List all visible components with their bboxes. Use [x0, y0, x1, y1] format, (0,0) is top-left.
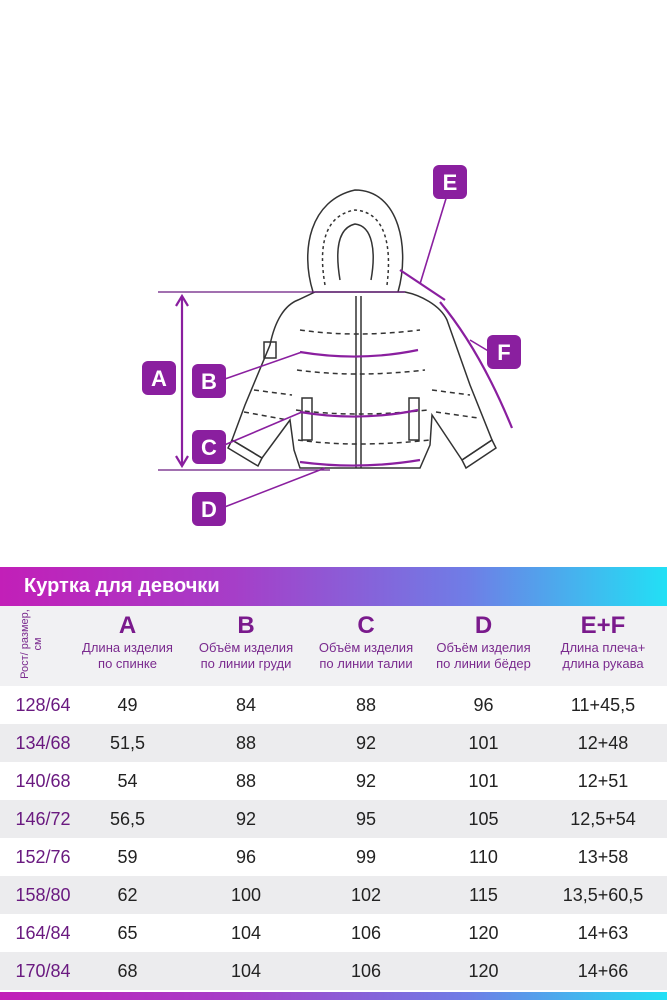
column-letter: B	[237, 612, 255, 639]
value-cell-a: 68	[117, 961, 138, 981]
svg-text:C: C	[201, 435, 217, 460]
column-desc-line: Объём изделия	[318, 640, 414, 655]
value-cell-c: 92	[355, 771, 377, 791]
value-cell-b: 100	[230, 885, 262, 905]
column-letter: A	[118, 612, 137, 639]
label-c	[192, 430, 226, 464]
value-cell-ef: 13+58	[577, 847, 629, 867]
value-cell-c: 88	[355, 695, 377, 715]
column-letter: C	[357, 612, 375, 639]
value-cell-ef: 12,5+54	[570, 809, 636, 829]
value-cell-a: 62	[117, 885, 138, 905]
column-header-a	[70, 606, 185, 672]
table-row	[0, 724, 667, 762]
value-cell-c: 106	[350, 961, 382, 981]
size-cell: 164/84	[15, 923, 71, 943]
value-cell-ef: 14+63	[577, 923, 629, 943]
value-cell-c: 99	[355, 847, 377, 867]
value-cell-a: 49	[117, 695, 138, 715]
svg-text:B: B	[201, 369, 217, 394]
value-cell-c: 102	[350, 885, 382, 905]
size-cell: 140/68	[15, 771, 71, 791]
value-cell-c: 92	[355, 733, 377, 753]
size-cell: 158/80	[15, 885, 71, 905]
size-cell: 146/72	[15, 809, 71, 829]
value-cell-d: 120	[468, 961, 499, 981]
value-cell-d: 96	[473, 695, 494, 715]
value-cell-b: 84	[235, 695, 257, 715]
value-cell-c: 106	[350, 923, 382, 943]
table-row	[0, 686, 667, 724]
value-cell-b: 104	[230, 961, 262, 981]
value-cell-ef: 14+66	[577, 961, 629, 981]
value-cell-a: 51,5	[109, 733, 146, 753]
label-f	[487, 335, 521, 369]
column-header-c	[307, 606, 425, 672]
size-cell: 170/84	[15, 961, 71, 981]
table-title: Куртка для девочки	[24, 575, 220, 597]
column-desc-line: Объём изделия	[436, 640, 531, 655]
column-desc-line: Объём изделия	[198, 640, 294, 655]
value-cell-d: 101	[468, 771, 499, 791]
value-cell-ef: 11+45,5	[570, 695, 636, 715]
column-header-d	[425, 606, 542, 672]
value-cell-b: 104	[230, 923, 262, 943]
column-desc-line: по линии груди	[200, 656, 292, 671]
value-cell-d: 101	[468, 733, 499, 753]
table-row	[0, 876, 667, 914]
value-cell-a: 54	[117, 771, 138, 791]
column-header-b	[185, 606, 307, 672]
label-e	[433, 165, 467, 199]
value-cell-d: 120	[468, 923, 499, 943]
value-cell-ef: 13,5+60,5	[562, 885, 644, 905]
label-a	[142, 361, 176, 395]
value-cell-d: 105	[468, 809, 499, 829]
value-cell-b: 96	[235, 847, 257, 867]
table-title-banner	[0, 567, 667, 606]
table-row	[0, 952, 667, 990]
size-header: Рост/ размер, см	[19, 609, 44, 679]
label-d	[192, 492, 226, 526]
table-row	[0, 800, 667, 838]
column-desc-line: по линии бёдер	[436, 656, 531, 671]
bottom-gradient-bar	[0, 992, 667, 1000]
value-cell-b: 92	[235, 809, 257, 829]
value-cell-d: 115	[469, 885, 498, 905]
table-row	[0, 762, 667, 800]
value-cell-ef: 12+51	[577, 771, 629, 791]
value-cell-ef: 12+48	[577, 733, 629, 753]
label-b	[192, 364, 226, 398]
column-desc-line: по линии талии	[319, 656, 413, 671]
value-cell-a: 56,5	[109, 809, 146, 829]
column-header-ef	[542, 606, 664, 672]
value-cell-b: 88	[235, 733, 257, 753]
size-cell: 128/64	[15, 695, 71, 715]
column-desc-line: Длина изделия	[82, 640, 173, 655]
value-cell-a: 59	[117, 847, 138, 867]
size-cell: 152/76	[15, 847, 71, 867]
size-cell: 134/68	[15, 733, 71, 753]
column-desc-line: по спинке	[98, 656, 157, 671]
value-cell-d: 110	[469, 847, 498, 867]
column-letter: E+F	[580, 612, 626, 639]
column-letter: D	[474, 612, 493, 639]
value-cell-a: 65	[117, 923, 138, 943]
column-desc-line: Длина плеча+	[560, 640, 646, 655]
svg-text:E: E	[442, 170, 458, 195]
table-row	[0, 838, 667, 876]
value-cell-c: 95	[355, 809, 377, 829]
table-header	[0, 606, 667, 686]
svg-text:F: F	[497, 340, 511, 365]
table-row	[0, 914, 667, 952]
svg-text:D: D	[201, 497, 217, 522]
value-cell-b: 88	[235, 771, 257, 791]
column-desc-line: длина рукава	[562, 656, 644, 671]
svg-text:A: A	[151, 366, 167, 391]
